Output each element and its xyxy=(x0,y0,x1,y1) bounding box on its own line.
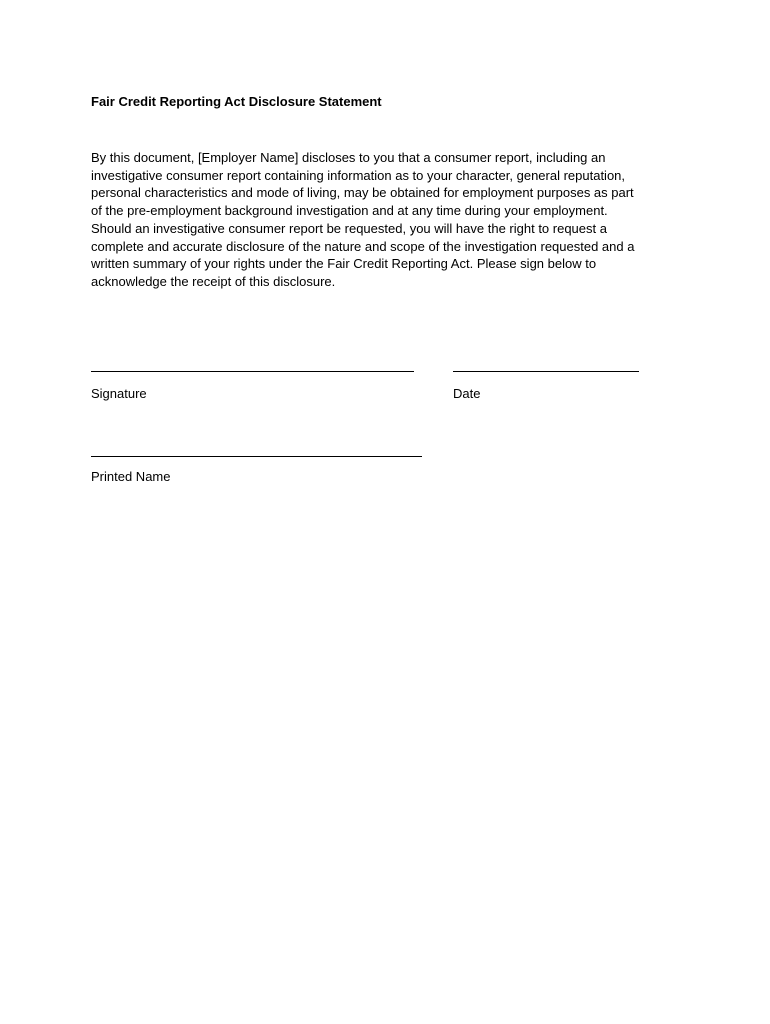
paragraph-line: complete and accurate disclosure of the nature and scope of the investigation requested and a xyxy=(91,238,635,254)
signature-label: Signature xyxy=(91,386,147,401)
document-title: Fair Credit Reporting Act Disclosure Statement xyxy=(91,94,382,109)
printed-name-line[interactable] xyxy=(91,456,422,457)
printed-name-label: Printed Name xyxy=(91,469,171,484)
paragraph-line: acknowledge the receipt of this disclosure. xyxy=(91,273,336,289)
date-line[interactable] xyxy=(453,371,639,372)
disclosure-paragraph xyxy=(91,149,681,291)
paragraph-line: of the pre-employment background investigation and at any time during your employment. xyxy=(91,203,608,219)
paragraph-line: By this document, [Employer Name] discloses to you that a consumer report, including an xyxy=(91,150,606,165)
paragraph-line: investigative consumer report containing information as to your character, general reputation, xyxy=(91,167,626,183)
paragraph-line: personal characteristics and mode of living, may be obtained for employment purposes as part xyxy=(91,185,634,201)
signature-line[interactable] xyxy=(91,371,414,372)
date-label: Date xyxy=(453,386,481,401)
paragraph-line: Should an investigative consumer report be requested, you will have the right to request a xyxy=(91,220,607,236)
paragraph-line: written summary of your rights under the Fair Credit Reporting Act. Please sign below to xyxy=(91,256,597,272)
